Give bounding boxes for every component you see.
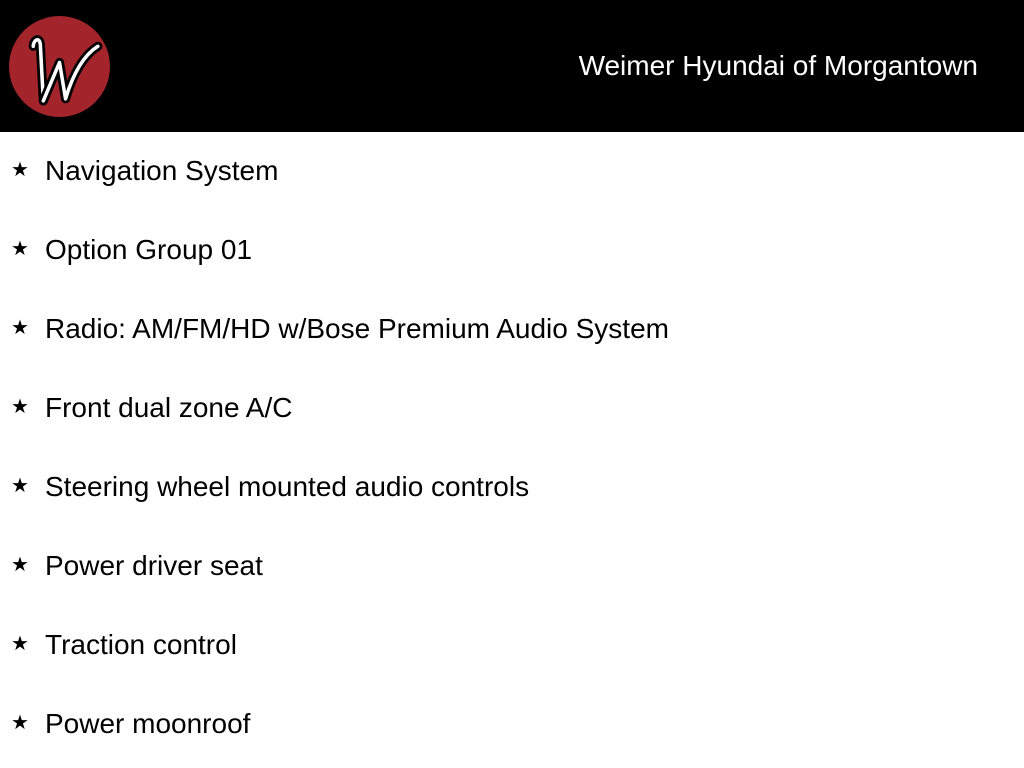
feature-label: Power moonroof — [45, 708, 251, 739]
star-icon: ★ — [11, 317, 29, 339]
feature-label: Option Group 01 — [45, 234, 253, 265]
star-icon: ★ — [11, 238, 29, 260]
dealer-name: Weimer Hyundai of Morgantown — [578, 50, 978, 81]
feature-label: Front dual zone A/C — [45, 392, 293, 423]
list-item — [0, 448, 1024, 527]
feature-label: Radio: AM/FM/HD w/Bose Premium Audio System — [45, 313, 669, 344]
feature-list — [0, 132, 1024, 764]
list-item — [0, 606, 1024, 685]
star-icon: ★ — [11, 396, 29, 418]
feature-label: Traction control — [45, 629, 237, 660]
star-icon: ★ — [11, 712, 29, 734]
star-icon: ★ — [11, 475, 29, 497]
star-icon: ★ — [11, 554, 29, 576]
list-item — [0, 527, 1024, 606]
list-item — [0, 369, 1024, 448]
weimer-w-logo-icon — [9, 16, 110, 117]
list-item — [0, 211, 1024, 290]
star-icon: ★ — [11, 159, 29, 181]
star-icon: ★ — [11, 633, 29, 655]
feature-label: Navigation System — [45, 155, 279, 186]
list-item — [0, 132, 1024, 211]
feature-label: Steering wheel mounted audio controls — [45, 471, 530, 502]
list-item — [0, 685, 1024, 764]
header-banner — [0, 0, 1024, 132]
list-item — [0, 290, 1024, 369]
dealer-logo — [9, 16, 110, 117]
feature-label: Power driver seat — [45, 550, 263, 581]
